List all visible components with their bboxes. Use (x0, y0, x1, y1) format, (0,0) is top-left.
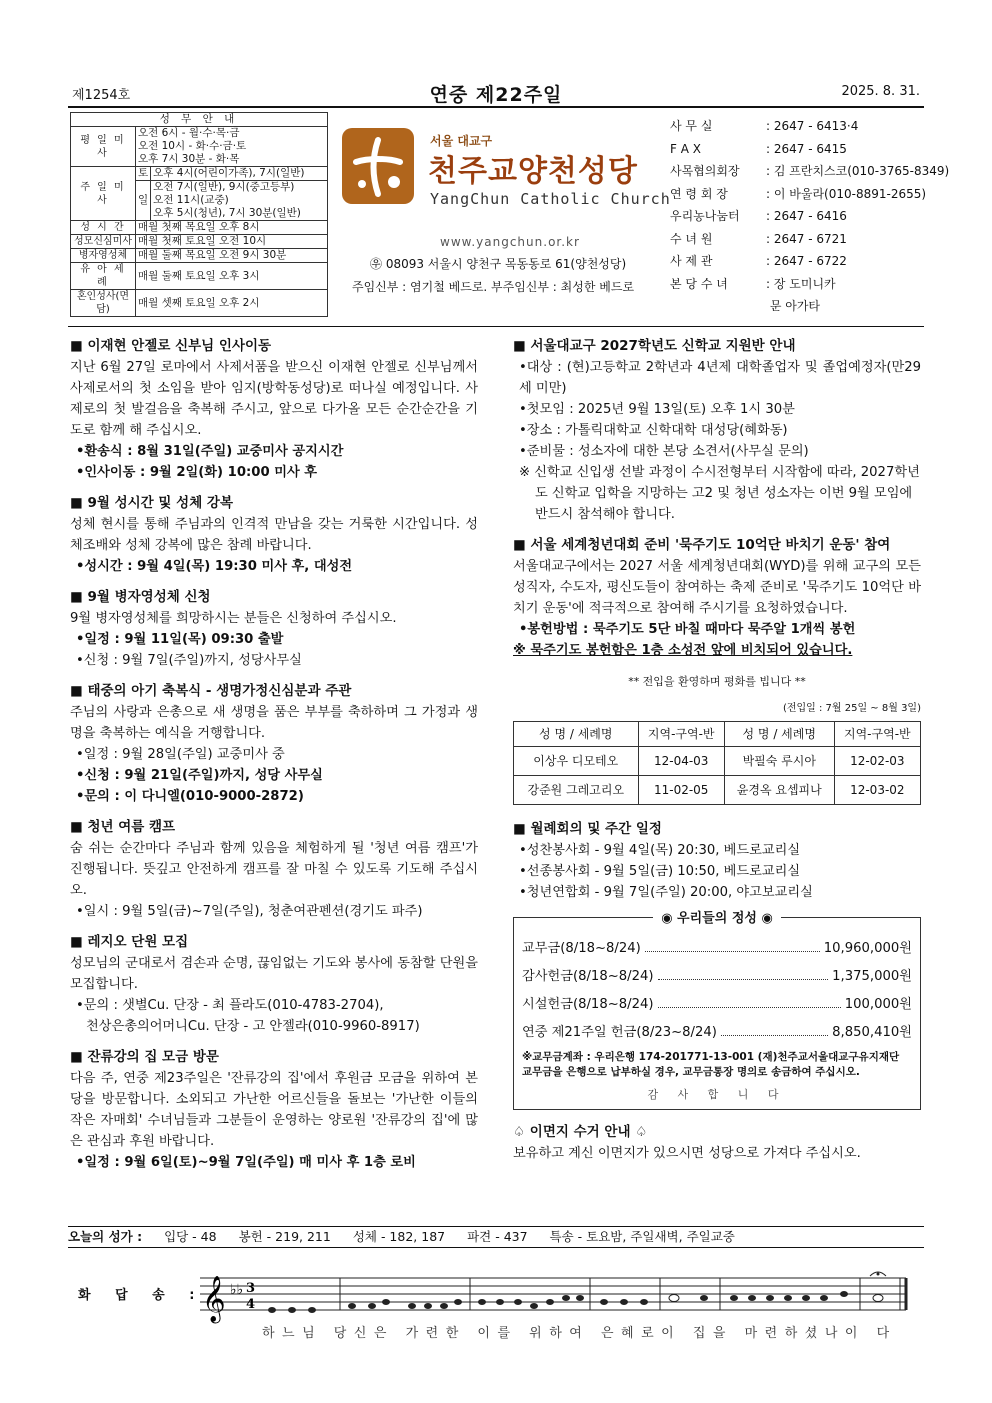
issue-date: 2025. 8. 31. (841, 84, 920, 99)
sunday-sub-label: 일 (136, 181, 151, 221)
table-row: 이상우 디모테오 12-04-03 박필숙 루시아 12-02-03 (514, 747, 921, 776)
hymn-special: 특송 - 토요밤, 주일새벽, 주일교중 (549, 1229, 735, 1244)
mass-schedule-table (70, 112, 328, 317)
weekday-label: 평 일 미 사 (71, 127, 136, 167)
notice-wyd-rosary: ■ 서울 세계청년대회 준비 '묵주기도 10억단 바치기 운동' 참여 서울대교구에서는 2027 서울 세계청년대회(WYD)를 위해 교구의 모든 성직자, 수도자, 평신도들이 참여하는 축제 준비로 '묵주기도 10억단 바치기 운동'에 적극적으로 참여해 주시기를 요청하였습니다. •봉헌방법 : 묵주기도 5단 바칠 때마다 묵주알 1개씩 봉헌 ※ 묵주기도 봉헌함은 1층 소성전 앞에 비치되어 있습니다. (513, 537, 921, 658)
psalm-lyrics: 하느님 당신은 가련한 이를 위하여 은혜로이 집을 마련하셨나이 다 (262, 1326, 897, 1341)
offering-row: 시설헌금(8/18~8/24) 100,000원 (522, 997, 912, 1012)
table-header-row: 성 명 / 세례명 지역-구역-반 성 명 / 세례명 지역-구역-반 (514, 722, 921, 747)
contact-list (670, 115, 949, 318)
schedule-row-label: 성모신심미사 (71, 235, 136, 249)
schedule-row-value: 매월 셋째 토요일 오후 2시 (136, 290, 328, 317)
contact-row: 수 녀 원 : 2647 - 6721 (670, 231, 847, 246)
notice-sick-communion: ■ 9월 병자영성체 신청 9월 병자영성체를 희망하시는 분들은 신청하여 주십시오. •일정 : 9월 11일(목) 09:30 출발 •신청 : 9월 7일(주일)까지, 성당사무실 (70, 589, 397, 668)
schedule-title: 성 무 안 내 (71, 113, 328, 127)
welcome-table (513, 721, 921, 805)
issue-number: 제1254호 (72, 88, 131, 103)
music-staff (200, 1268, 910, 1324)
left-column (70, 336, 478, 1183)
schedule-row-label: 혼인성사(면담) (71, 290, 136, 317)
saturday-times: 오후 4시(어린이가족), 7시(일반) (151, 167, 328, 181)
contact-row: 사목협의회장 : 김 프란치스코(010-3765-8349) (670, 164, 950, 178)
offering-row: 교무금(8/18~8/24) 10,960,000원 (522, 941, 912, 956)
schedule-row-label: 병자영성체 (71, 249, 136, 263)
svg-text:♭♭: ♭♭ (230, 1282, 244, 1298)
page-title: 연중 제22주일 (429, 84, 563, 106)
offering-box (513, 911, 921, 1110)
contact-row: 문 아가타 (766, 299, 820, 313)
sunday-label: 주 일 미 사 (71, 167, 136, 221)
weekday-times: 오전 6시 - 월·수·목·금 오전 10시 - 화·수·금·토 오후 7시 30분 - 화·목 (136, 127, 328, 167)
hymn-communion: 성체 - 182, 187 (352, 1229, 446, 1244)
welcome-title: ** 전입을 환영하며 평화를 빕니다 ** (628, 675, 806, 688)
schedule-row-value: 매월 첫째 목요일 오후 8시 (136, 221, 328, 235)
parish-name: 천주교양천성당 (428, 154, 638, 189)
notice-holy-hour: ■ 9월 성시간 및 성체 강복 성체 현시를 통해 주님과의 인격적 만남을 갖는 거룩한 시간입니다. 성체조배와 성체 강복에 많은 참례 바랍니다. •성시간 : 9월 4일(목) 19:30 미사 후, 대성전 (70, 495, 478, 574)
parish-website[interactable]: www.yangchun.or.kr (440, 235, 580, 249)
schedule-row-value: 매월 첫째 토요일 오전 10시 (136, 235, 328, 249)
contact-row: 본 당 수 녀 : 장 도미니카 (670, 276, 836, 291)
notice-seminary: ■ 서울대교구 2027학년도 신학교 지원반 안내 •대상 : (현)고등학교 2학년과 4년제 대학졸업자 및 졸업예정자(만29세 미만) •첫모임 : 2025년 9월 13일(토) 오후 1시 30분 •장소 : 가톨릭대학교 신학대학 대성당(혜화동) •준비물 : 성소자에 대한 본당 소견서(사무실 문의) ※ 신학교 신입생 선발 과정이 수시전형부터 시작함에 따라, 2027학년도 신학교 입학을 지망하는 고2 및 청년 성소자는 이번 9월 모임에 반드시 참석해야 합니다. (513, 338, 921, 522)
contact-row: 우리농나눔터 : 2647 - 6416 (670, 209, 847, 223)
contact-row: 연 령 회 장 : 이 바울라(010-8891-2655) (670, 186, 927, 201)
notice-priest-transfer: ■ 이재현 안젤로 신부님 인사이동 지난 6월 27일 로마에서 사제서품을 받으신 이재현 안젤로 신부님께서 사제로서의 첫 소임을 받아 임지(방학동성당)로 떠나실 예정입니다. 사제로의 첫 발걸음을 축복해 주시고, 앞으로 다가올 모든 순간순간을 기도로 함께 해 주십시오. •환송식 : 8월 31일(주일) 교중미사 공지시간 •인사이동 : 9월 2일(화) 10:00 미사 후 (70, 338, 478, 480)
section-divider (68, 326, 924, 327)
offering-title: ◉ 우리들의 정성 ◉ (653, 911, 781, 926)
schedule-row-label: 유 아 세 례 (71, 263, 136, 290)
svg-text:3: 3 (246, 1281, 256, 1296)
contact-row: F A X : 2647 - 6415 (670, 141, 847, 156)
account-note: ※교무금계좌 : 우리은행 174-201771-13-001 (재)천주교서울대교구유지재단 교무금을 은행으로 납부하실 경우, 교무금통장 명의로 송금하여 주십시오. (522, 1051, 900, 1078)
contact-row: 사 제 관 : 2647 - 6722 (670, 254, 847, 268)
sunday-times: 오전 7시(일반), 9시(중고등부) 오전 11시(교중) 오후 5시(청년), 7시 30분(일반) (151, 181, 328, 221)
schedule-row-value: 매월 둘째 토요일 오후 3시 (136, 263, 328, 290)
parish-priests: 주임신부 : 염기철 베드로. 부주임신부 : 최성한 베드로 (352, 280, 635, 294)
parish-english-name: YangChun Catholic Church (430, 190, 671, 208)
header-rule (68, 106, 924, 108)
svg-text:4: 4 (246, 1297, 256, 1312)
welcome-period: (전입일 : 7월 25일 ~ 8월 3일) (782, 703, 921, 714)
notice-scrap-paper: ♤ 이면지 수거 안내 ♤ 보유하고 계신 이면지가 있으시면 성당으로 가져다 주십시오. (513, 1124, 861, 1161)
parish-address: ㉾ 08093 서울시 양천구 목동동로 61(양천성당) (370, 257, 627, 271)
offering-row: 감사헌금(8/18~8/24) 1,375,000원 (522, 969, 912, 984)
table-row: 강준원 그레고리오 11-02-05 윤경옥 요셉피나 12-03-02 (514, 776, 921, 805)
treble-clef-icon: 𝄞 (202, 1276, 226, 1322)
schedule-row-label: 성 시 간 (71, 221, 136, 235)
notice-weekly-schedule: ■ 월례회의 및 주간 일정 •성찬봉사회 - 9월 4일(목) 20:30, 베드로교리실 •선종봉사회 - 9월 5일(금) 10:50, 베드로교리실 •청년연합회 - 9월 7일(주일) 20:00, 야고보교리실 (513, 821, 813, 900)
hymn-recessional: 파견 - 437 (467, 1229, 528, 1244)
right-column (513, 336, 921, 1174)
contact-row: 사 무 실 : 2647 - 6413·4 (670, 119, 859, 133)
hymn-bar (68, 1226, 924, 1248)
hymn-offertory: 봉헌 - 219, 211 (238, 1229, 331, 1244)
psalm-label: 화 답 송 : (78, 1288, 205, 1303)
notice-youth-camp: ■ 청년 여름 캠프 숨 쉬는 순간마다 주님과 함께 있음을 체험하게 될 '청년 여름 캠프'가 진행됩니다. 뜻깊고 안전하게 캠프를 잘 마칠 수 있도록 기도해 주십시오. •일시 : 9월 5일(금)~7일(주일), 청춘여관펜션(경기도 파주) (70, 819, 478, 919)
parish-logo-icon (342, 128, 414, 204)
notice-unborn-blessing: ■ 태중의 아기 축복식 - 생명가정신심분과 주관 주님의 사랑과 은총으로 새 생명을 품은 부부를 축하하며 그 가정과 생명을 축복하는 예식을 거행합니다. •일정 : 9월 28일(주일) 교중미사 중 •신청 : 9월 21일(주일)까지, 성당 사무실 •문의 : 이 다니엘(010-9000-2872) (70, 683, 478, 804)
diocese-name: 서울 대교구 (430, 134, 493, 148)
saturday-label: 토 (136, 167, 151, 181)
offering-row: 연중 제21주일 헌금(8/23~8/24) 8,850,410원 (522, 1025, 912, 1040)
hymn-label: 오늘의 성가 : (68, 1229, 143, 1244)
schedule-row-value: 매월 둘째 목요일 오전 9시 30분 (136, 249, 328, 263)
thanks-text: 감 사 합 니 다 (647, 1088, 787, 1101)
notice-fundraising-visit: ■ 잔류강의 집 모금 방문 다음 주, 연중 제23주일은 '잔류강의 집'에서 후원금 모금을 위하여 본당을 방문합니다. 소외되고 가난한 어르신들을 돌보는 '가난한 이들의 작은 자매회' 수녀님들과 그분들이 운영하는 양로원 '잔류강의 집'에 많은 관심과 후원 바랍니다. •일정 : 9월 6일(토)~9월 7일(주일) 매 미사 후 1층 로비 (70, 1049, 478, 1170)
hymn-entrance: 입당 - 48 (164, 1229, 217, 1244)
notice-legio-recruit: ■ 레지오 단원 모집 성모님의 군대로서 겸손과 순명, 끊임없는 기도와 봉사에 동참할 단원을 모집합니다. •문의 : 샛별Cu. 단장 - 최 플라도(010-4783-2704), 천상은총의어머니Cu. 단장 - 고 안젤라(010-9960-8917) (70, 934, 478, 1034)
